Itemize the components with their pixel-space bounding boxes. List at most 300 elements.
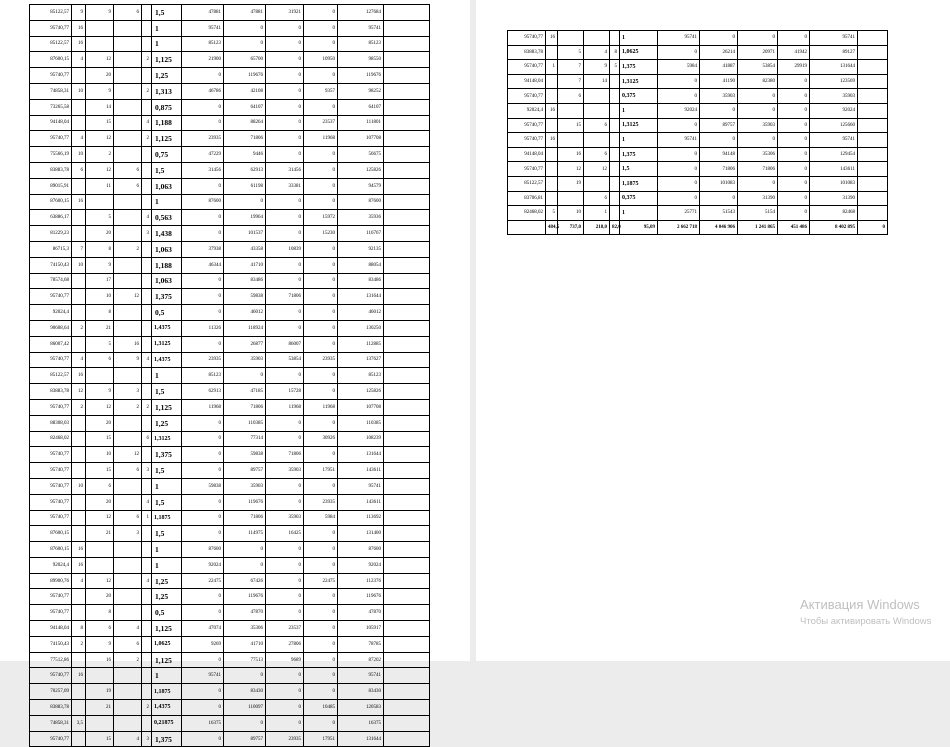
table-cell: 19 [558,176,584,191]
table-cell: 0 [700,191,738,206]
table-cell: 4 [142,210,152,226]
table-cell: 3 [142,463,152,479]
table-cell: 4 [142,352,152,368]
table-cell: 15 [86,463,114,479]
table-cell: 1,188 [152,257,182,273]
table-cell: 0 [266,52,304,68]
table-cell: 0 [658,74,700,89]
table-cell: 47870 [338,605,384,621]
table-cell [546,162,558,177]
table-cell: 82380 [738,74,778,89]
table-cell: 0 [304,636,338,652]
total-cell: 82,0 [610,220,620,235]
table-cell: 74858,31 [30,83,72,99]
table-cell: 23935 [304,494,338,510]
table-cell: 0 [182,289,224,305]
table-cell: 0 [224,542,266,558]
table-cell: 6 [558,89,584,104]
table-cell: 1 [152,36,182,52]
table-cell: 0 [266,494,304,510]
table-cell: 0 [304,526,338,542]
table-cell: 6 [86,478,114,494]
table-cell [384,573,430,589]
table-cell: 71806 [224,510,266,526]
table-cell: 16 [72,542,86,558]
table-cell [584,133,610,148]
table-cell: 74150,43 [30,636,72,652]
table-cell [114,147,142,163]
table-cell: 0 [778,176,810,191]
table-cell: 71806 [224,131,266,147]
table-cell: 0 [182,68,224,84]
table-cell [114,36,142,52]
table-cell: 0 [182,336,224,352]
table-cell: 119676 [338,589,384,605]
table-cell: 12 [86,573,114,589]
table-cell: 0 [304,668,338,684]
table-cell: 1,125 [152,621,182,637]
table-cell: 12 [86,162,114,178]
table-cell: 98550 [338,52,384,68]
table-cell: 10 [558,206,584,221]
table-cell: 53854 [738,60,778,75]
table-cell: 30926 [304,431,338,447]
table-cell [546,118,558,133]
table-row [30,226,430,242]
table-cell: 26214 [700,45,738,60]
table-cell: 1,125 [152,652,182,668]
table-cell: 1 [584,206,610,221]
table-cell [858,206,888,221]
table-cell: 0 [304,715,338,731]
table-cell: 85122,57 [30,368,72,384]
table-cell: 6 [114,510,142,526]
table-row [30,289,430,305]
table-cell: 107708 [338,131,384,147]
table-cell: 0 [182,652,224,668]
table-cell: 12 [114,289,142,305]
table-cell [546,45,558,60]
table-row [30,162,430,178]
table-cell: 85123 [182,368,224,384]
table-cell: 35306 [224,621,266,637]
table-cell [384,636,430,652]
table-cell: 12 [86,52,114,68]
table-cell: 6 [114,636,142,652]
table-cell [858,89,888,104]
table-cell: 92024,4 [508,103,546,118]
watermark-title: Активация Windows [800,597,920,612]
table-cell [114,305,142,321]
table-cell [610,206,620,221]
table-cell: 95741 [182,20,224,36]
table-cell: 95740,77 [508,133,546,148]
table-cell: 11968 [266,399,304,415]
table-cell: 1 [620,206,658,221]
table-cell: 0 [266,415,304,431]
table-cell: 73265,58 [30,99,72,115]
table-cell: 0 [266,320,304,336]
table-cell: 0 [182,115,224,131]
table-cell: 12 [584,162,610,177]
table-cell: 1,438 [152,226,182,242]
table-cell: 87600,15 [30,542,72,558]
table-cell: 0 [266,605,304,621]
table-cell: 10950 [304,52,338,68]
table-cell: 5984 [304,510,338,526]
table-cell: 20 [86,68,114,84]
table-cell: 0 [304,605,338,621]
table-cell: 83706,81 [508,191,546,206]
table-cell: 1,25 [152,589,182,605]
table-cell: 0 [266,557,304,573]
table-cell [114,668,142,684]
table-cell: 0 [266,368,304,384]
table-cell: 119676 [224,589,266,605]
table-cell: 46012 [224,305,266,321]
table-cell [142,194,152,210]
table-cell: 95741 [658,31,700,46]
table-row [30,178,430,194]
table-cell [384,273,430,289]
table-cell: 64107 [224,99,266,115]
table-cell: 81229,23 [30,226,72,242]
table-cell: 87600 [338,194,384,210]
table-cell: 12 [86,131,114,147]
table-cell: 82468,02 [508,206,546,221]
table-cell [384,52,430,68]
table-cell: 3 [114,384,142,400]
table-cell: 6 [114,5,142,21]
table-cell: 16 [72,20,86,36]
table-cell: 0 [266,542,304,558]
table-cell: 20 [86,415,114,431]
table-cell [142,273,152,289]
table-cell [72,526,86,542]
table-cell: 6 [584,118,610,133]
table-cell: 5154 [738,206,778,221]
table-cell: 4 [142,494,152,510]
table-cell [114,320,142,336]
table-cell: 85122,57 [508,176,546,191]
table-cell: 85123 [338,36,384,52]
table-cell: 95741 [810,31,858,46]
table-cell: 95741 [338,478,384,494]
table-cell: 0 [304,241,338,257]
table-cell: 1,25 [152,415,182,431]
table-cell: 110097 [224,700,266,716]
table-cell: 35903 [266,463,304,479]
table-cell: 33381 [266,178,304,194]
table-cell: 123569 [810,74,858,89]
table-cell: 9 [86,83,114,99]
table-cell: 4 [114,621,142,637]
table-cell [142,99,152,115]
table-cell: 16 [72,194,86,210]
table-cell: 70257,09 [30,684,72,700]
table-cell: 131644 [338,289,384,305]
table-cell [72,415,86,431]
table-cell: 88054 [338,257,384,273]
table-cell [72,494,86,510]
table-cell: 16 [546,133,558,148]
table-cell: 125826 [338,384,384,400]
table-cell [142,668,152,684]
table-cell: 41710 [224,257,266,273]
table-cell: 0 [266,226,304,242]
table-cell: 0 [778,162,810,177]
total-cell [508,220,546,235]
table-cell: 0 [304,5,338,21]
table-cell [114,194,142,210]
table-cell: 94148,04 [30,115,72,131]
table-cell: 0 [182,589,224,605]
table-cell: 1,0625 [152,636,182,652]
table-cell: 23537 [304,115,338,131]
table-cell [114,131,142,147]
table-cell: 6 [142,431,152,447]
total-cell: 451 486 [778,220,810,235]
table-cell: 1,188 [152,115,182,131]
table-cell: 0,375 [620,89,658,104]
table-cell: 92135 [338,241,384,257]
table-cell: 9 [86,257,114,273]
table-cell [610,133,620,148]
table-cell [114,431,142,447]
table-cell [858,162,888,177]
table-cell [384,542,430,558]
table-cell [858,191,888,206]
table-cell: 89757 [700,118,738,133]
table-cell [858,103,888,118]
table-cell [114,542,142,558]
table-cell: 120583 [338,700,384,716]
table-cell: 78574,68 [30,273,72,289]
table-cell: 5 [546,206,558,221]
table-cell: 23935 [266,731,304,747]
table-row [30,115,430,131]
table-cell [858,60,888,75]
table-cell [584,31,610,46]
table-cell [142,684,152,700]
table-cell: 9 [86,636,114,652]
table-cell: 8 [610,45,620,60]
table-cell: 71806 [266,447,304,463]
table-cell: 0 [304,257,338,273]
table-cell: 101083 [810,176,858,191]
table-cell: 16375 [182,715,224,731]
table-cell: 0 [700,31,738,46]
table-cell: 41942 [778,45,810,60]
table-cell: 0 [658,45,700,60]
table-cell: 16 [72,557,86,573]
table-row [30,731,430,747]
table-cell: 0 [778,31,810,46]
table-cell [86,542,114,558]
table-cell [384,241,430,257]
table-cell: 12 [86,399,114,415]
table-cell: 3,5 [72,715,86,731]
table-cell [114,478,142,494]
table-cell: 0 [304,652,338,668]
table-cell: 0 [224,668,266,684]
table-cell: 116767 [338,226,384,242]
total-cell: 4 046 906 [700,220,738,235]
table-cell [384,352,430,368]
table-cell [72,447,86,463]
table-cell: 0 [738,176,778,191]
table-cell: 8 [86,605,114,621]
table-row [30,652,430,668]
table-cell [546,176,558,191]
totals-row [508,220,888,235]
table-cell: 98252 [338,83,384,99]
table-cell: 16 [558,147,584,162]
table-cell [114,226,142,242]
table-cell: 95740,77 [508,118,546,133]
table-cell [142,305,152,321]
table-row [30,557,430,573]
table-cell: 0 [658,191,700,206]
table-cell: 1 [152,668,182,684]
table-cell: 0 [304,20,338,36]
table-cell: 20 [86,494,114,510]
table-cell [142,68,152,84]
table-cell: 92024 [810,103,858,118]
table-cell: 6 [114,463,142,479]
table-cell [384,557,430,573]
table-cell: 1,125 [152,131,182,147]
table-row [30,384,430,400]
table-cell: 16 [114,336,142,352]
table-cell: 1 [152,20,182,36]
table-cell: 23537 [266,621,304,637]
table-cell: 0 [658,147,700,162]
table-cell: 0 [738,89,778,104]
table-cell: 1,3125 [620,74,658,89]
table-cell: 0 [778,191,810,206]
table-cell: 1,5 [152,494,182,510]
table-cell [114,700,142,716]
table-cell: 12 [72,384,86,400]
table-cell [142,447,152,463]
table-cell: 1,25 [152,573,182,589]
table-cell: 0 [304,384,338,400]
table-cell: 9 [114,352,142,368]
table-cell: 0 [304,147,338,163]
table-cell: 26877 [224,336,266,352]
table-cell: 0,563 [152,210,182,226]
table-row [30,320,430,336]
table-cell [384,305,430,321]
table-row [30,573,430,589]
table-cell [384,700,430,716]
table-cell: 47074 [182,621,224,637]
table-cell: 127684 [338,5,384,21]
table-cell: 95740,77 [30,352,72,368]
data-table-right [507,30,888,235]
table-row [508,133,888,148]
table-cell [72,652,86,668]
table-cell [384,652,430,668]
table-cell: 0 [738,103,778,118]
table-cell: 65700 [224,52,266,68]
table-cell: 95741 [182,668,224,684]
table-cell: 0 [658,118,700,133]
table-row [30,5,430,21]
table-cell [384,194,430,210]
table-cell: 1 [620,103,658,118]
table-cell: 6 [86,621,114,637]
table-cell [384,589,430,605]
table-cell [142,589,152,605]
table-cell: 0 [738,133,778,148]
table-cell: 88308,03 [30,415,72,431]
table-cell: 20 [86,589,114,605]
table-row [30,715,430,731]
table-row [508,147,888,162]
table-cell: 86007 [266,336,304,352]
table-cell: 9269 [182,636,224,652]
table-row [30,99,430,115]
table-cell: 41710 [224,636,266,652]
table-cell [142,384,152,400]
table-cell: 77512,86 [30,652,72,668]
table-cell: 130250 [338,320,384,336]
table-cell: 16 [72,368,86,384]
table-cell [384,336,430,352]
table-cell [384,115,430,131]
table-cell [142,605,152,621]
table-cell: 118924 [224,320,266,336]
table-cell: 47881 [224,5,266,21]
table-cell [584,103,610,118]
table-cell: 0 [182,605,224,621]
table-cell: 1,1875 [152,510,182,526]
table-row [30,273,430,289]
table-cell: 95740,77 [30,668,72,684]
table-cell: 10 [72,147,86,163]
table-cell: 95741 [338,668,384,684]
table-cell: 9 [72,5,86,21]
table-cell: 74858,31 [30,715,72,731]
table-cell [610,147,620,162]
table-cell [384,226,430,242]
table-cell: 87600,15 [30,526,72,542]
table-cell: 0,875 [152,99,182,115]
table-cell: 0 [266,83,304,99]
table-cell: 86007,42 [30,336,72,352]
table-cell [142,715,152,731]
table-cell [72,273,86,289]
table-cell: 0 [778,206,810,221]
table-cell: 7 [72,241,86,257]
table-cell [384,147,430,163]
table-cell: 5 [86,210,114,226]
table-row [30,542,430,558]
table-cell: 47870 [224,605,266,621]
table-cell [384,715,430,731]
table-cell: 16 [86,652,114,668]
table-cell: 0 [182,178,224,194]
table-cell: 119676 [224,68,266,84]
table-row [508,60,888,75]
table-cell: 0 [304,273,338,289]
table-cell [72,684,86,700]
table-cell: 0 [266,668,304,684]
table-cell: 0 [182,305,224,321]
total-cell: 8 402 895 [810,220,858,235]
